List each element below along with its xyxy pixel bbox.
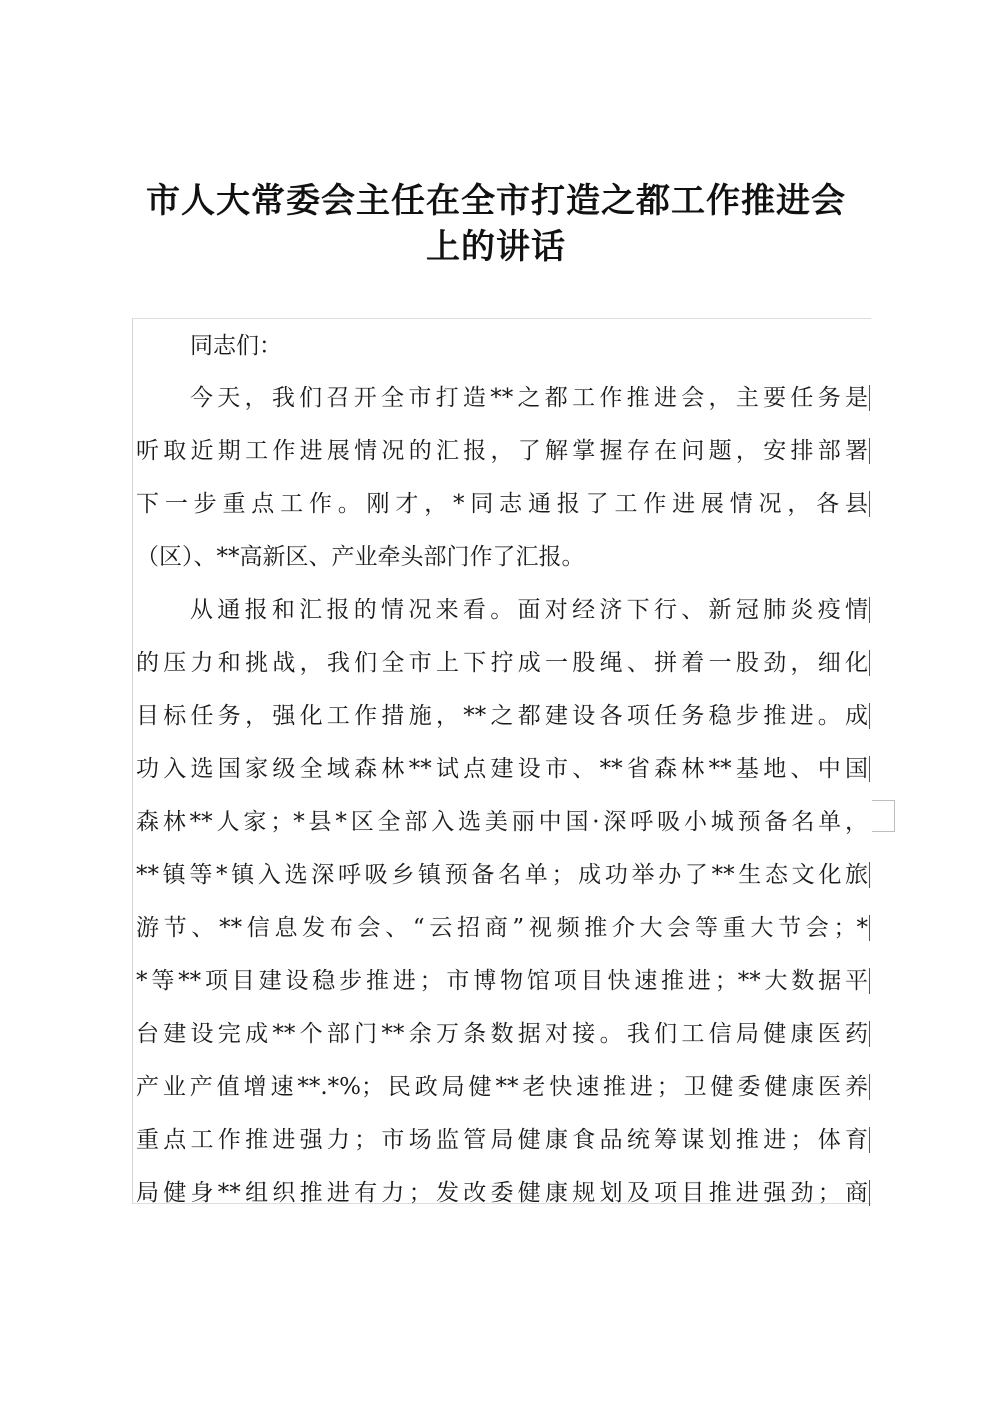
- line-end-marker: [869, 703, 870, 729]
- line-end-marker: [869, 1074, 870, 1100]
- line-end-marker: [869, 968, 870, 994]
- paragraph-1-line-3: 下一步重点工作。刚才，*同志通报了工作进展情况，各县: [136, 491, 868, 517]
- paragraph-2-line-7: 游节、**信息发布会、“云招商”视频推介大会等重大节会；*: [136, 915, 868, 941]
- line-end-marker: [869, 1021, 870, 1047]
- line-end-marker: [869, 385, 870, 411]
- line-end-marker: [869, 862, 870, 888]
- paragraph-2-line-12: 局健身**组织推进有力；发改委健康规划及项目推进强劲；商: [136, 1180, 868, 1206]
- paragraph-2-line-6: **镇等*镇入选深呼吸乡镇预备名单；成功举办了**生态文化旅: [136, 862, 868, 888]
- paragraph-1-line-2: 听取近期工作进展情况的汇报，了解掌握存在问题，安排部署: [136, 438, 868, 464]
- line-end-marker: [869, 491, 870, 517]
- salutation: 同志们：: [190, 333, 282, 359]
- paragraph-2-line-8: *等**项目建设稳步推进；市博物馆项目快速推进；**大数据平: [136, 968, 868, 994]
- line-end-marker: [869, 438, 870, 464]
- paragraph-1-line-1: 今天，我们召开全市打造**之都工作推进会，主要任务是: [190, 385, 868, 411]
- paragraph-2-line-10: 产业产值增速**.*%；民政局健**老快速推进；卫健委健康医养: [136, 1074, 868, 1100]
- line-end-marker: [869, 756, 870, 782]
- paragraph-2-line-11: 重点工作推进强力；市场监管局健康食品统筹谋划推进；体育: [136, 1127, 868, 1153]
- line-end-marker: [869, 915, 870, 941]
- line-end-marker: [869, 1180, 870, 1206]
- document-title: [0, 178, 992, 270]
- title-line-2: 上的讲话: [426, 227, 566, 267]
- line-end-marker: [869, 1127, 870, 1153]
- margin-bracket-mark: [872, 800, 895, 832]
- paragraph-2-line-5: 森林**人家；*县*区全部入选美丽中国·深呼吸小城预备名单，: [136, 809, 868, 835]
- title-line-1: 市人大常委会主任在全市打造之都工作推进会: [146, 181, 846, 221]
- paragraph-2-line-9: 台建设完成**个部门**余万条数据对接。我们工信局健康医药: [136, 1021, 868, 1047]
- paragraph-2-line-3: 目标任务，强化工作措施，**之都建设各项任务稳步推进。成: [136, 703, 868, 729]
- paragraph-1-line-4: （区）、**高新区、产业牵头部门作了汇报。: [136, 544, 585, 570]
- line-end-marker: [869, 650, 870, 676]
- paragraph-2-line-2: 的压力和挑战，我们全市上下拧成一股绳、拼着一股劲，细化: [136, 650, 868, 676]
- paragraph-2-line-4: 功入选国家级全域森林**试点建设市、**省森林**基地、中国: [136, 756, 868, 782]
- paragraph-2-line-1: 从通报和汇报的情况来看。面对经济下行、新冠肺炎疫情: [190, 597, 868, 623]
- line-end-marker: [869, 597, 870, 623]
